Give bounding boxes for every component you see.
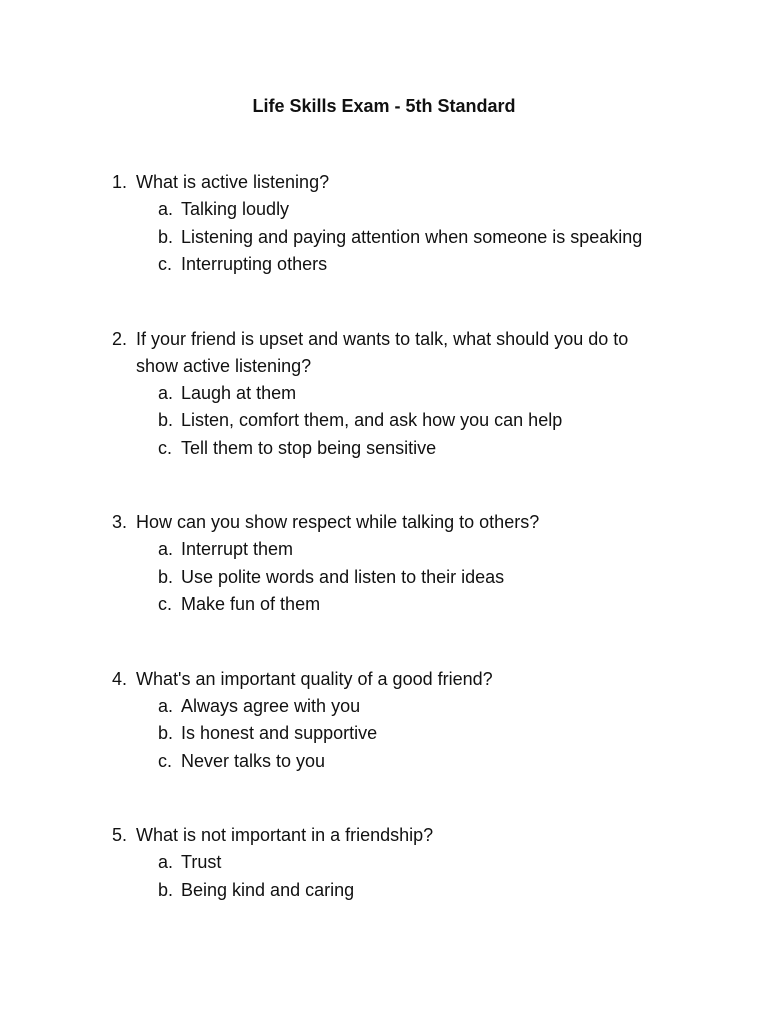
option-letter: a. [158, 382, 174, 403]
option-item [112, 748, 672, 776]
option-item [112, 720, 672, 748]
option-item [112, 536, 672, 564]
question-list [112, 169, 672, 951]
option-text: Interrupting others [181, 254, 328, 274]
question-number: 3. [112, 512, 128, 532]
question-text: If your friend is upset and wants to talk, what should you do to show active listening? [136, 328, 629, 376]
question-number: 5. [112, 825, 128, 845]
option-item [112, 591, 672, 619]
option-letter: a. [158, 695, 174, 716]
option-item [112, 196, 672, 224]
option-text: Always agree with you [181, 695, 361, 716]
question-text: What is not important in a friendship? [136, 825, 434, 845]
question-text: How can you show respect while talking to others? [136, 512, 540, 532]
option-text: Listening and paying attention when someone is speaking [181, 226, 643, 247]
question-item [112, 666, 672, 776]
option-list [112, 849, 672, 904]
option-item [112, 693, 672, 721]
option-text: Tell them to stop being sensitive [181, 437, 437, 458]
option-letter: b. [158, 410, 174, 430]
option-item [112, 877, 672, 905]
question-number: 4. [112, 668, 128, 689]
option-text: Make fun of them [181, 594, 321, 614]
option-text: Being kind and caring [181, 879, 355, 900]
option-letter: c. [158, 437, 173, 458]
question-text: What's an important quality of a good friend? [136, 668, 493, 689]
option-letter: b. [158, 879, 174, 900]
option-letter: c. [158, 594, 173, 614]
option-item [112, 435, 672, 463]
question-item [112, 326, 672, 463]
question-text: What is active listening? [136, 172, 330, 192]
option-item [112, 251, 672, 279]
option-list [112, 380, 672, 463]
option-letter: a. [158, 539, 174, 559]
option-text: Laugh at them [181, 382, 297, 403]
option-item [112, 224, 672, 252]
question-item [112, 169, 672, 279]
option-letter: a. [158, 852, 174, 872]
question-number: 2. [112, 328, 128, 349]
option-text: Trust [181, 852, 222, 872]
option-letter: b. [158, 226, 174, 247]
option-text: Never talks to you [181, 750, 326, 771]
question-item [112, 509, 672, 619]
option-text: Use polite words and listen to their ideas [181, 566, 505, 587]
page-title: Life Skills Exam - 5th Standard [252, 96, 516, 116]
option-text: Talking loudly [181, 199, 290, 219]
option-letter: b. [158, 723, 174, 743]
option-text: Interrupt them [181, 539, 294, 559]
option-item [112, 849, 672, 877]
option-item [112, 407, 672, 435]
option-letter: b. [158, 566, 174, 587]
option-letter: c. [158, 750, 173, 771]
question-item [112, 822, 672, 904]
option-letter: a. [158, 199, 174, 219]
option-list [112, 693, 672, 776]
option-text: Is honest and supportive [181, 723, 378, 743]
option-text: Listen, comfort them, and ask how you can help [181, 410, 563, 430]
option-item [112, 564, 672, 592]
question-number: 1. [112, 172, 128, 192]
option-list [112, 196, 672, 279]
option-list [112, 536, 672, 619]
option-letter: c. [158, 254, 173, 274]
option-item [112, 380, 672, 408]
